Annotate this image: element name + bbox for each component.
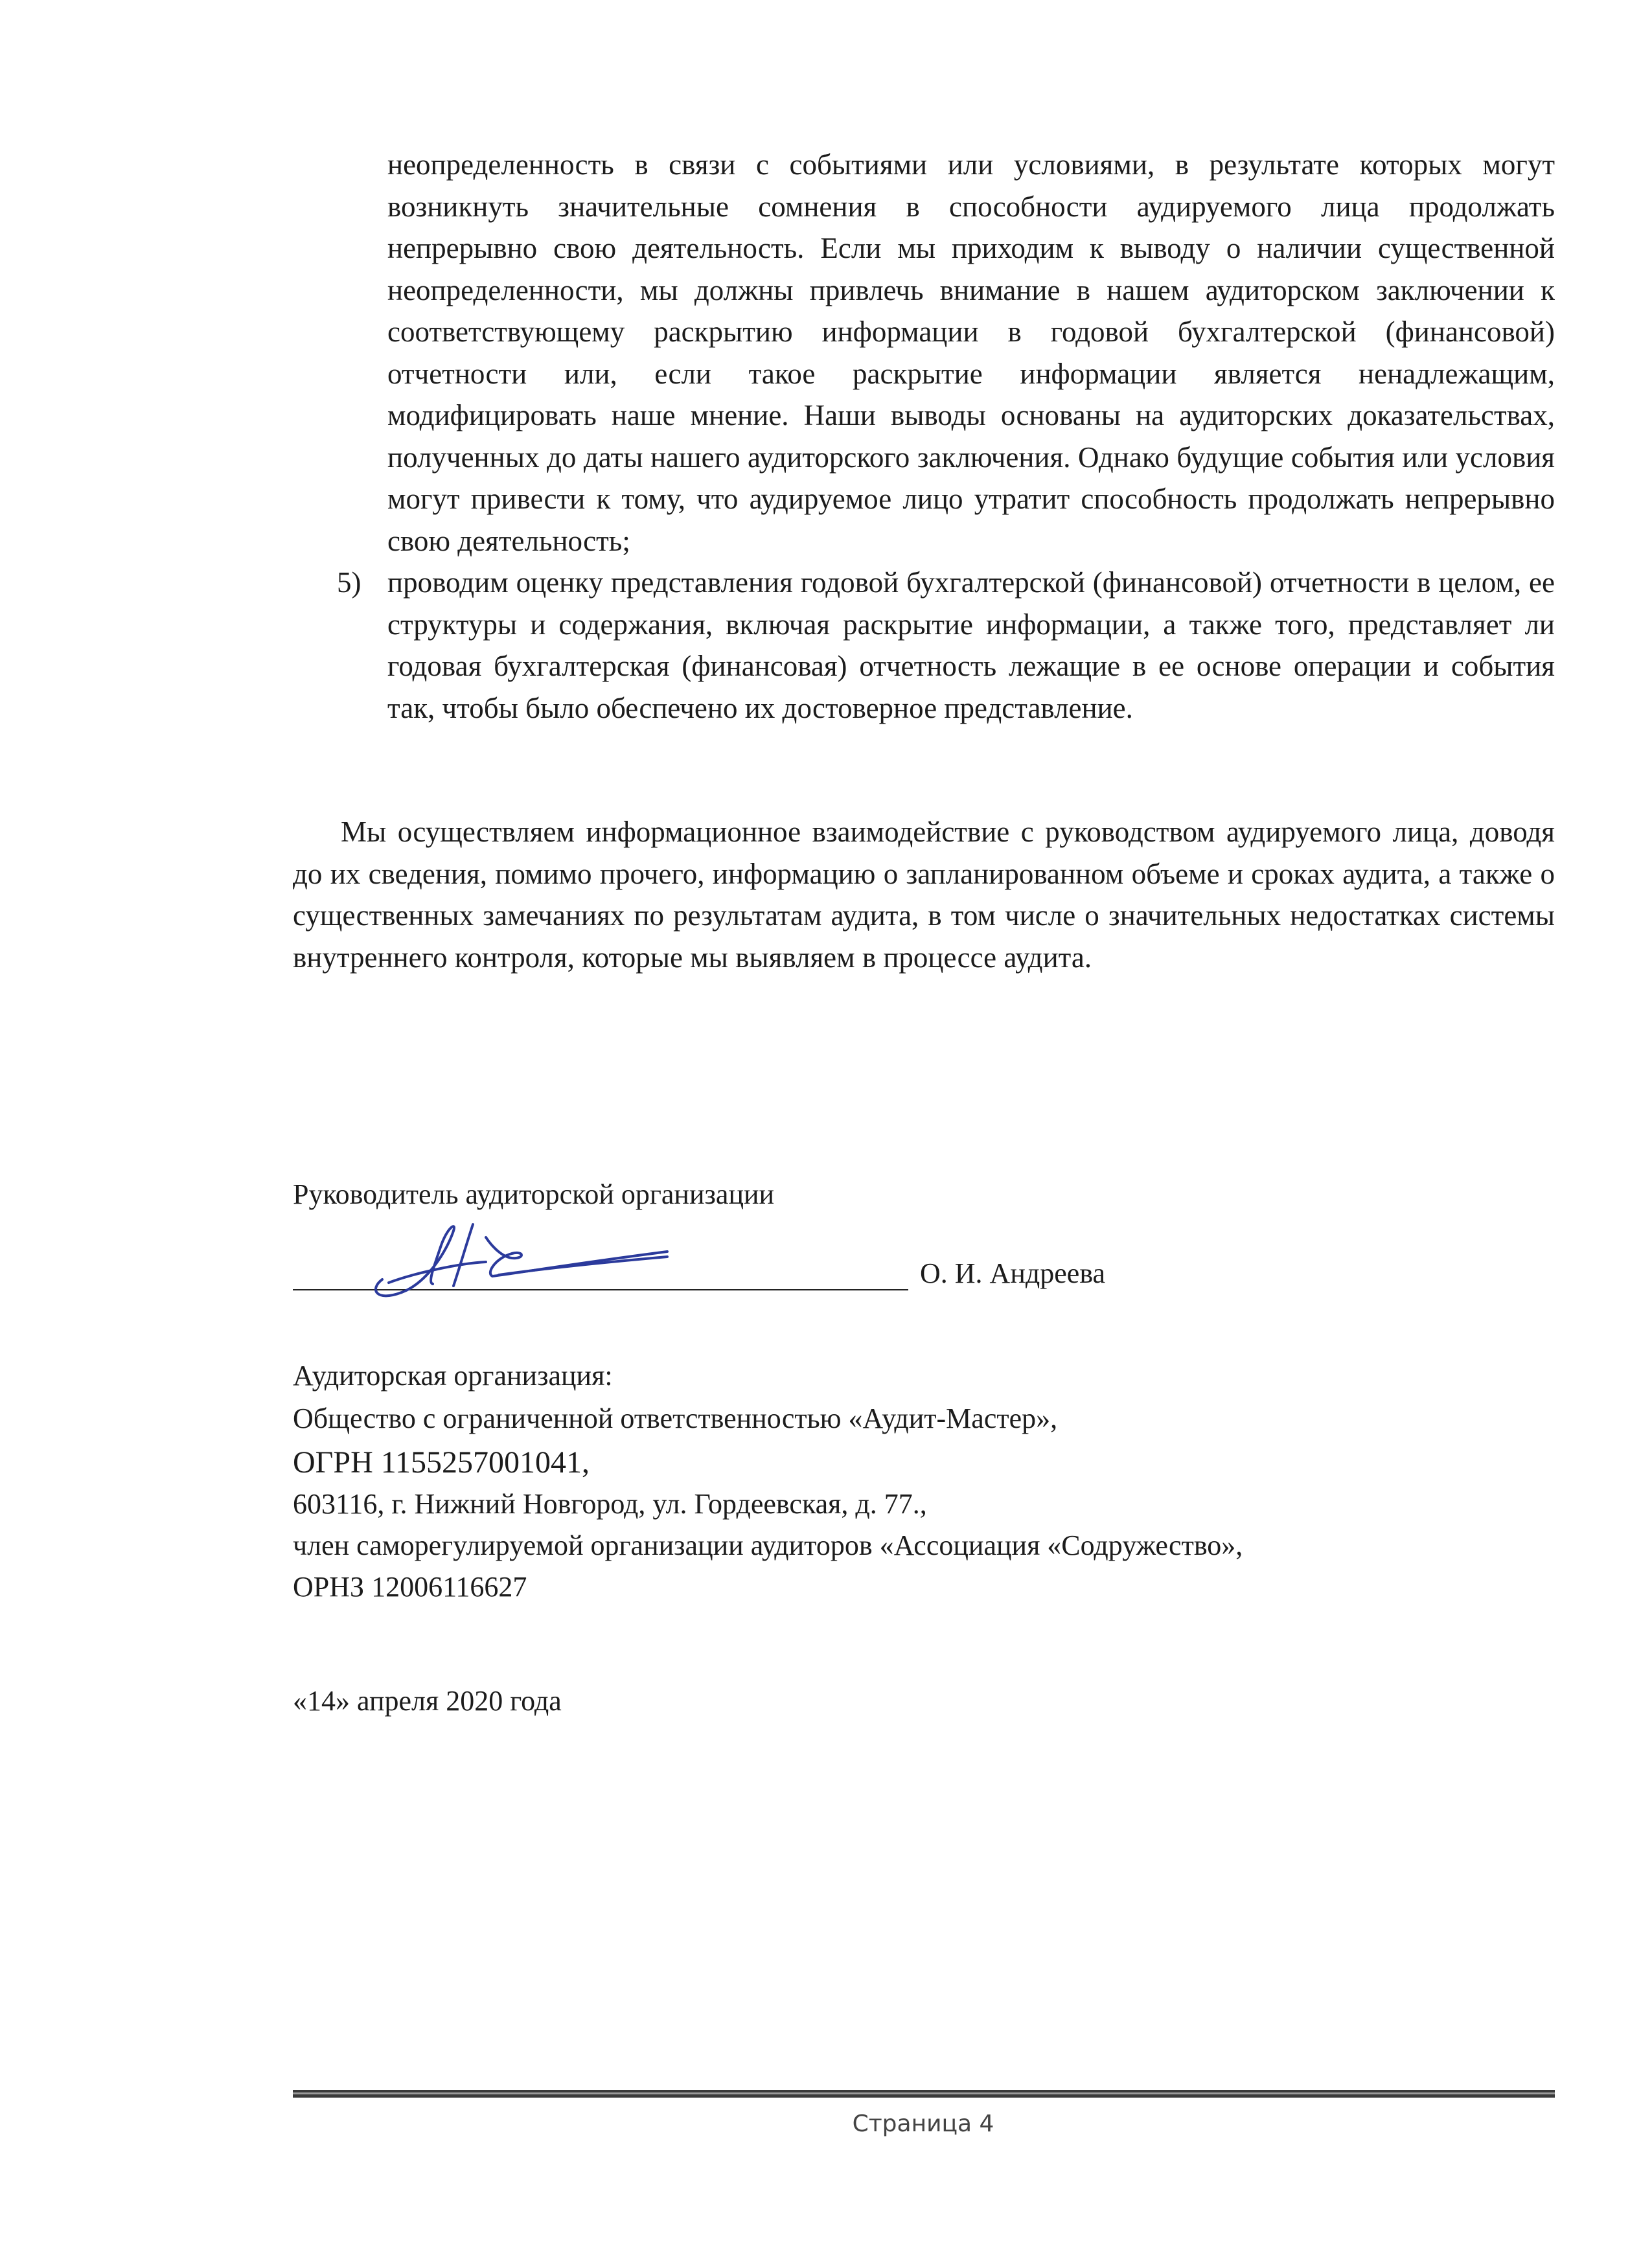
organization-name: Общество с ограниченной ответственностью «Аудит-Мастер», <box>293 1403 1058 1434</box>
footer-divider <box>293 2090 1555 2098</box>
list-item-text: проводим оценку представления годовой бухгалтерской (финансовой) отчетности в целом, ее структуры и содержания, включая раскрытие информации, а также того, представляет ли годовая бухгалтерская (финансовая) отчетность лежащие в ее основе операции и события так, чтобы было обеспечено их достоверное представление. <box>387 566 1555 724</box>
signatory-title: Руководитель аудиторской организации <box>293 1178 775 1210</box>
list-item-text: неопределенность в связи с событиями или условиями, в результате которых могут возникнуть значительные сомнения в способности аудируемого лица продолжать непрерывно свою деятельность. Если мы приходим к выводу о наличии существенной неопределенности, мы должны привлечь внимание в нашем аудиторском заключении к соответствующему раскрытию информации в годовой бухгалтерской (финансовой) отчетности или, если такое раскрытие информации является ненадлежащим, модифицировать наше мнение. Наши выводы основаны на аудиторских доказательствах, полученных до даты нашего аудиторского заключения. Однако будущие события или условия могут привести к тому, что аудируемое лицо утратит способность продолжать непрерывно свою деятельность; <box>387 148 1555 557</box>
communication-paragraph: Мы осуществляем информационное взаимодействие с руководством аудируемого лица, доводя до их сведения, помимо прочего, информацию о запланированном объеме и сроках аудита, а также о существенных замечаниях по результатам аудита, в том числе о значительных недостатках системы внутреннего контроля, которые мы выявляем в процессе аудита. <box>293 816 1555 974</box>
list-item-number: 5) <box>337 566 361 599</box>
signatory-name: О. И. Андреева <box>920 1257 1106 1289</box>
document-date: «14» апреля 2020 года <box>293 1685 562 1717</box>
page-number: Страница 4 <box>852 2111 994 2137</box>
list-item-5 <box>324 562 1555 729</box>
organization-orn: ОРНЗ 12006116627 <box>293 1571 527 1603</box>
list-item-4-continuation <box>324 144 1555 562</box>
organization-address: 603116, г. Нижний Новгород, ул. Гордеевская, д. 77., <box>293 1488 927 1520</box>
organization-heading: Аудиторская организация: <box>293 1360 613 1392</box>
handwritten-signature <box>363 1211 674 1309</box>
organization-membership: член саморегулируемой организации аудиторов «Ассоциация «Содружество», <box>293 1529 1243 1561</box>
audit-procedures-list <box>324 144 1555 729</box>
organization-ogrn: ОГРН 1155257001041, <box>293 1445 590 1480</box>
